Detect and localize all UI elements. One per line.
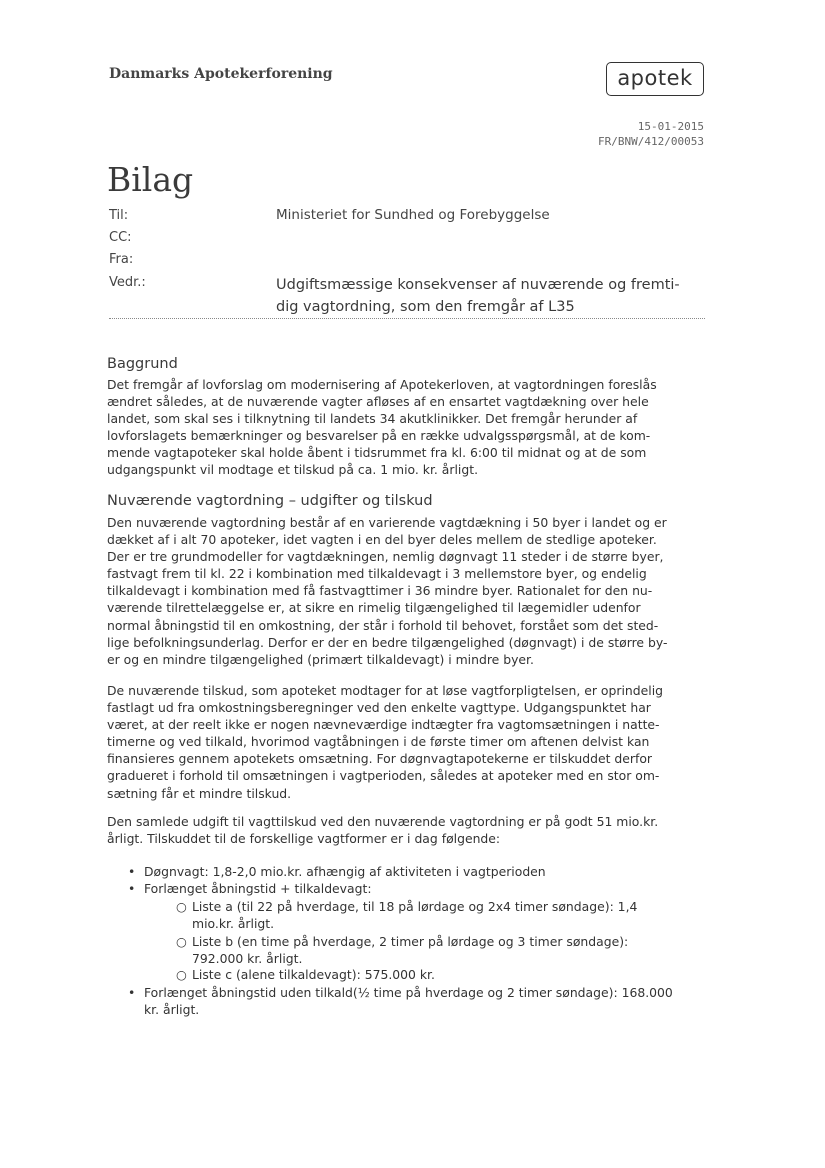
sub-bullet-item — [176, 898, 686, 932]
to-label: Til: — [109, 208, 129, 223]
bullet-text: mio.kr. årligt. — [192, 916, 275, 932]
circle-bullet-icon: ○ — [176, 899, 187, 914]
bullet-text: Døgnvagt: 1,8-2,0 mio.kr. afhængig af aktiviteten i vagtperioden — [144, 864, 546, 879]
text-line: været, at der reelt ikke er nogen nævneværdige indtægter fra vagtomsætningen i natte- — [107, 717, 660, 733]
subject-line: Udgiftsmæssige konsekvenser af nuværende og fremti- — [276, 277, 680, 293]
subject-label: Vedr.: — [109, 275, 146, 290]
bullet-item — [128, 863, 708, 880]
from-label: Fra: — [109, 252, 134, 267]
apotek-logo: apotek — [606, 62, 704, 96]
text-line: De nuværende tilskud, som apoteket modtager for at løse vagtforpligtelsen, er oprindelig — [107, 683, 663, 698]
text-line: Der er tre grundmodeller for vagtdækningen, nemlig døgnvagt 11 steder i de større byer, — [107, 549, 664, 565]
text-line: er og en mindre tilgængelighed (primært tilkaldevagt) i mindre byer. — [107, 651, 534, 667]
text-line: udgangspunkt vil modtage et tilskud på ca. 1 mio. kr. årligt. — [107, 462, 479, 478]
text-line: Det fremgår af lovforslag om modernisering af Apotekerloven, at vagtordningen foreslås — [107, 377, 657, 392]
text-line: lige befolkningsunderlag. Derfor er der en bedre tilgængelighed (døgnvagt) i de større by- — [107, 634, 668, 650]
text-line: lovforslagets bemærkninger og besvarelser på en række udvalgsspørgsmål, at de kom- — [107, 428, 651, 444]
text-line: tilkaldevagt i kombination med få fastvagttimer i 36 mindre byer. Rationalet for den nu- — [107, 583, 653, 599]
bullet-text: Forlænget åbningstid + tilkaldevagt: — [144, 881, 372, 896]
text-line: dækket af i alt 70 apoteker, idet vagten i en del byer deles mellem de stedlige apoteker. — [107, 532, 657, 548]
text-line: Den nuværende vagtordning består af en varierende vagtdækning i 50 byer i landet og er — [107, 515, 667, 530]
paragraph-baggrund — [107, 376, 707, 479]
bullet-text: 792.000 kr. årligt. — [192, 951, 303, 967]
circle-bullet-icon: ○ — [176, 934, 187, 949]
text-line: mende vagtapoteker skal holde åbent i tidsrummet fra kl. 6:00 til midnat og at de som — [107, 445, 647, 461]
bullet-dot-icon: • — [128, 985, 136, 1000]
header-divider — [109, 318, 705, 319]
document-title: Bilag — [107, 160, 194, 199]
sub-bullet-item — [176, 933, 686, 967]
subject-line: dig vagtordning, som den fremgår af L35 — [276, 299, 575, 315]
cc-label: CC: — [109, 230, 132, 245]
text-line: ændret således, at de nuværende vagter afløses af en ensartet vagtdækning over hele — [107, 394, 649, 410]
document-date: 15-01-2015 — [637, 120, 704, 133]
to-value: Ministeriet for Sundhed og Forebyggelse — [276, 207, 550, 223]
document-reference: FR/BNW/412/00053 — [598, 135, 704, 148]
bullet-text: Liste b (en time på hverdage, 2 timer på lørdage og 3 timer søndage): — [192, 934, 629, 949]
section-heading-baggrund: Baggrund — [107, 356, 178, 372]
text-line: timerne og ved tilkald, hvorimod vagtåbningen i de første timer om aftenen delvist kan — [107, 734, 650, 750]
bullet-text: Liste c (alene tilkaldevagt): 575.000 kr. — [192, 967, 435, 982]
bullet-text: Liste a (til 22 på hverdage, til 18 på lørdage og 2x4 timer søndage): 1,4 — [192, 899, 638, 914]
text-line: landet, som skal ses i tilknytning til landets 34 akutklinikker. Det fremgår herunder af — [107, 411, 638, 427]
paragraph-vagtordning-1 — [107, 514, 707, 668]
sub-bullet-item — [176, 966, 686, 983]
bullet-text: kr. årligt. — [144, 1002, 200, 1018]
bullet-text: Forlænget åbningstid uden tilkald(½ time på hverdage og 2 timer søndage): 168.000 — [144, 985, 673, 1000]
bullet-dot-icon: • — [128, 864, 136, 879]
text-line: sætning får et mindre tilskud. — [107, 785, 292, 801]
organization-name: Danmarks Apotekerforening — [109, 66, 333, 82]
text-line: normal åbningstid til en omkostning, der står i forhold til behovet, forstået som det sted- — [107, 617, 659, 633]
bullet-dot-icon: • — [128, 881, 136, 896]
text-line: årligt. Tilskuddet til de forskellige vagtformer er i dag følgende: — [107, 831, 501, 847]
paragraph-vagtordning-3 — [107, 813, 707, 847]
text-line: finansieres gennem apotekets omsætning. For døgnvagtapotekerne er tilskuddet derfor — [107, 751, 652, 767]
bullet-item — [128, 984, 708, 1018]
subject-text — [276, 274, 706, 318]
bullet-item — [128, 880, 708, 897]
text-line: fastlagt ud fra omkostningsberegninger ved den enkelte vagttype. Udgangspunktet har — [107, 700, 651, 716]
text-line: fastvagt frem til kl. 22 i kombination med tilkaldevagt i 3 mellemstore byer, og endelig — [107, 566, 647, 582]
text-line: værende tilrettelæggelse er, at sikre en rimelig tilgængelighed til lægemidler udenfor — [107, 600, 641, 616]
section-heading-vagtordning: Nuværende vagtordning – udgifter og tilskud — [107, 493, 433, 509]
circle-bullet-icon: ○ — [176, 967, 187, 982]
paragraph-vagtordning-2 — [107, 682, 707, 802]
text-line: Den samlede udgift til vagttilskud ved den nuværende vagtordning er på godt 51 mio.kr. — [107, 814, 659, 829]
text-line: gradueret i forhold til omsætningen i vagtperioden, således at apoteker med en stor om- — [107, 768, 660, 784]
